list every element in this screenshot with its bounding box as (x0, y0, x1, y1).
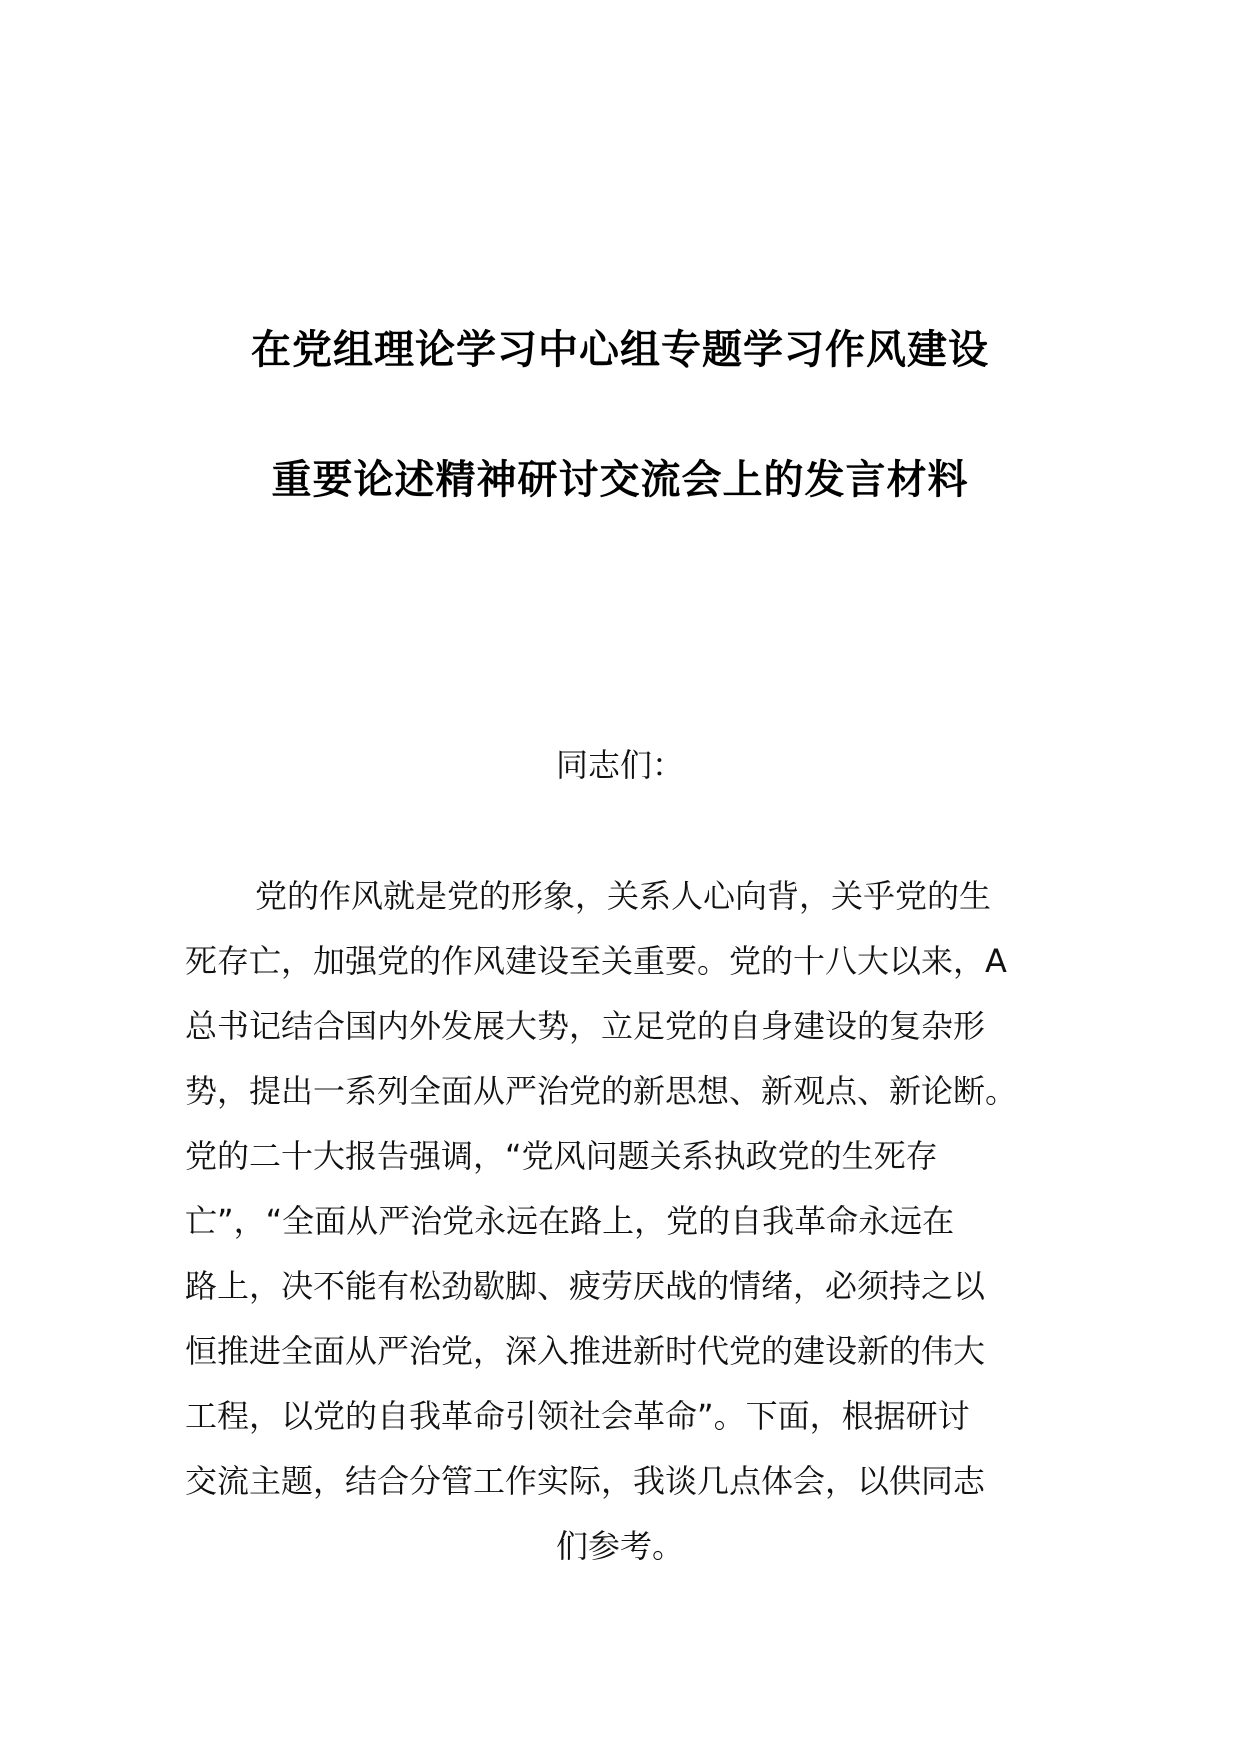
body-line: 亡”，“全面从严治党永远在路上，党的自我革命永远在 (185, 1202, 955, 1240)
body-line: 工程，以党的自我革命引领社会革命”。下面，根据研讨 (185, 1397, 970, 1435)
body-line: 恒推进全面从严治党，深入推进新时代党的建设新的伟大 (185, 1332, 986, 1370)
body-line: 交流主题，结合分管工作实际，我谈几点体会，以供同志 (185, 1462, 986, 1500)
body-line: 势，提出一系列全面从严治党的新思想、新观点、新论断。 (185, 1072, 1018, 1110)
body-line: 党的作风就是党的形象，关系人心向背，关乎党的生 (255, 877, 992, 915)
body-line: 路上，决不能有松劲歇脚、疲劳厌战的情绪，必须持之以 (185, 1267, 986, 1305)
body-line: 总书记结合国内外发展大势，立足党的自身建设的复杂形 (185, 1007, 986, 1045)
body-line: 们参考。 (555, 1527, 684, 1565)
body-paragraph (185, 876, 1055, 1591)
body-line: 死存亡，加强党的作风建设至关重要。党的十八大以来，A (185, 942, 1007, 980)
title-line-1: 在党组理论学习中心组专题学习作风建设 (251, 327, 989, 373)
document-title (0, 327, 1240, 503)
title-line-2: 重要论述精神研讨交流会上的发言材料 (271, 457, 969, 503)
salutation: 同志们： (555, 746, 684, 784)
body-line: 党的二十大报告强调，“党风问题关系执政党的生死存 (185, 1137, 938, 1175)
